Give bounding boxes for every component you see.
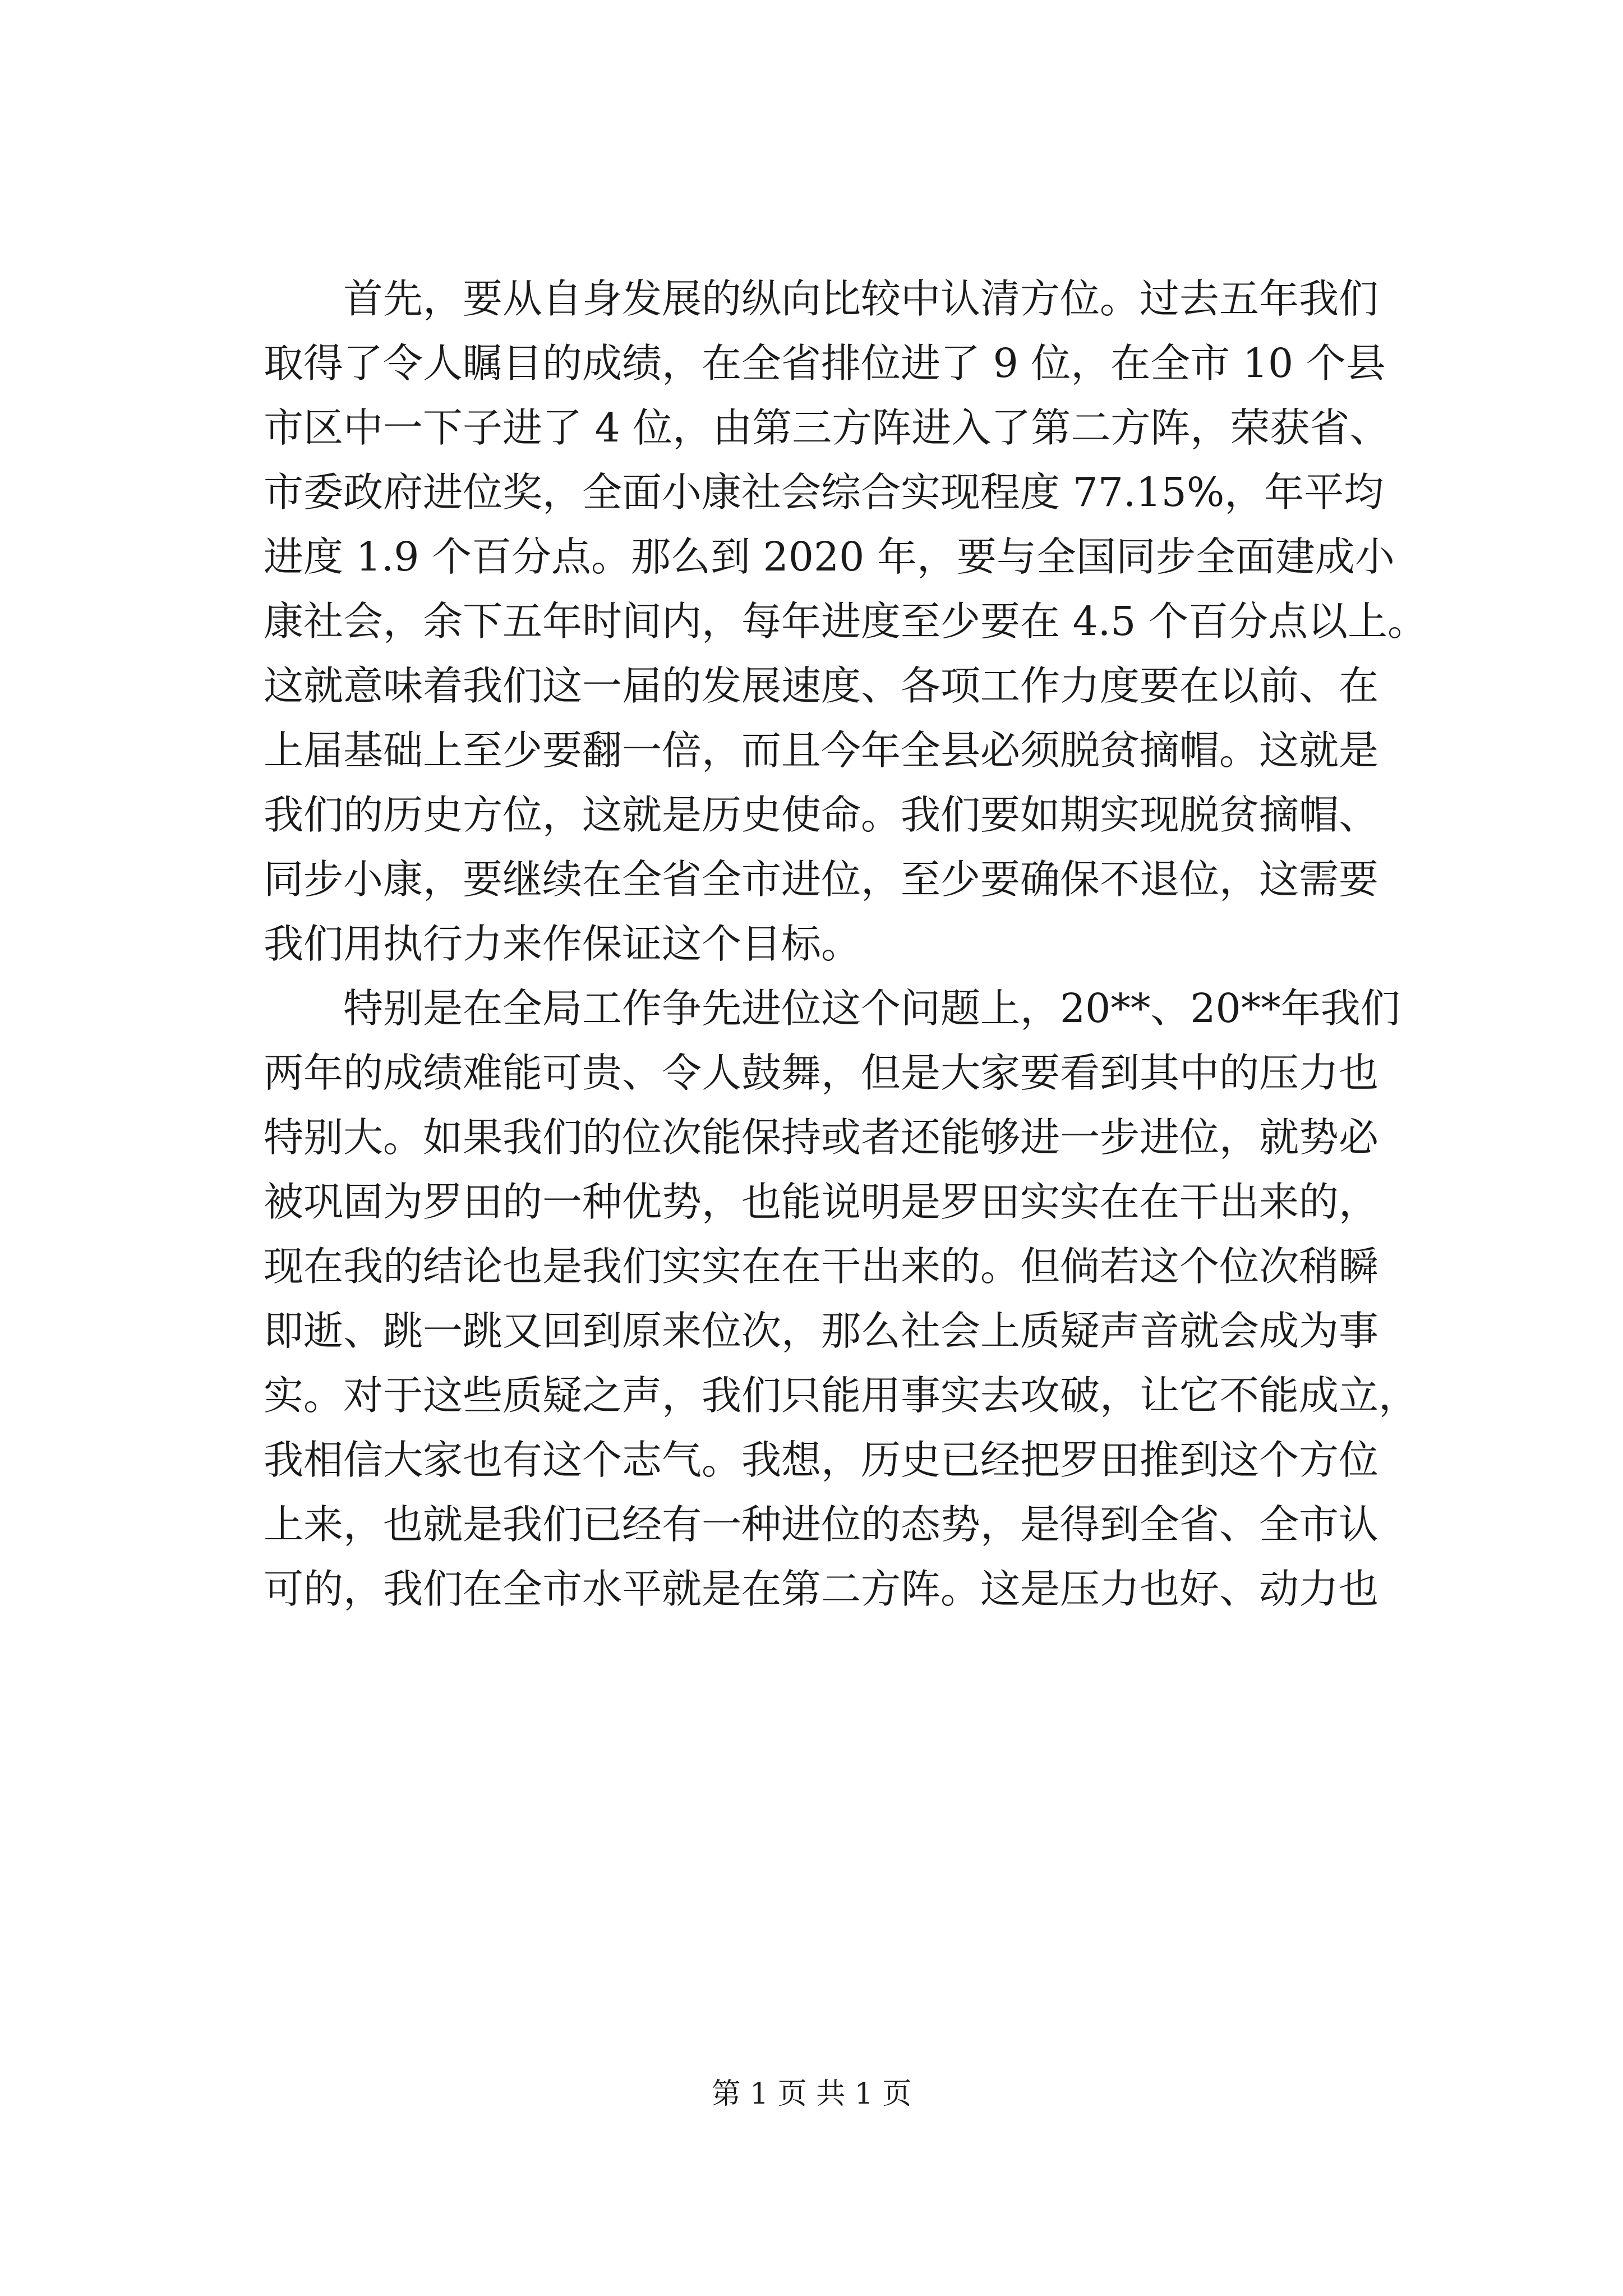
paragraph-2 <box>264 976 1419 1621</box>
text-line: 现在我的结论也是我们实实在在干出来的。但倘若这个位次稍瞬 <box>264 1243 1379 1290</box>
text-line: 被巩固为罗田的一种优势，也能说明是罗田实实在在干出来的， <box>264 1179 1379 1225</box>
text-line: 市区中一下子进了 4 位，由第三方阵进入了第二方阵，荣获省、 <box>264 404 1390 451</box>
text-line: 康社会，余下五年时间内，每年进度至少要在 4.5 个百分点以上。 <box>264 598 1428 645</box>
document-body <box>264 266 1428 1621</box>
text-line: 取得了令人瞩目的成绩，在全省排位进了 9 位，在全市 10 个县 <box>264 340 1386 386</box>
text-line: 我相信大家也有这个志气。我想，历史已经把罗田推到这个方位 <box>264 1437 1379 1483</box>
paragraph-1 <box>264 266 1428 976</box>
text-line: 首先，要从自身发展的纵向比较中认清方位。过去五年我们 <box>343 275 1379 322</box>
text-line: 特别大。如果我们的位次能保持或者还能够进一步进位，就势必 <box>264 1114 1379 1161</box>
text-line: 即逝、跳一跳又回到原来位次，那么社会上质疑声音就会成为事 <box>264 1308 1379 1354</box>
text-line: 我们用执行力来作保证这个目标。 <box>264 921 861 967</box>
text-line: 两年的成绩难能可贵、令人鼓舞，但是大家要看到其中的压力也 <box>264 1050 1379 1096</box>
text-line: 上来，也就是我们已经有一种进位的态势，是得到全省、全市认 <box>264 1501 1379 1548</box>
text-line: 特别是在全局工作争先进位这个问题上，20**、20**年我们 <box>343 985 1400 1032</box>
text-line: 我们的历史方位，这就是历史使命。我们要如期实现脱贫摘帽、 <box>264 792 1379 838</box>
page-footer: 第 1 页 共 1 页 <box>711 2077 912 2111</box>
text-line: 进度 1.9 个百分点。那么到 2020 年，要与全国同步全面建成小 <box>264 533 1395 580</box>
text-line: 可的，我们在全市水平就是在第二方阵。这是压力也好、动力也 <box>264 1566 1379 1612</box>
text-line: 上届基础上至少要翻一倍，而且今年全县必须脱贫摘帽。这就是 <box>264 727 1379 774</box>
text-line: 市委政府进位奖，全面小康社会综合实现程度 77.15%，年平均 <box>264 469 1384 516</box>
text-line: 这就意味着我们这一届的发展速度、各项工作力度要在以前、在 <box>264 662 1379 709</box>
text-line: 实。对于这些质疑之声，我们只能用事实去攻破，让它不能成立， <box>264 1372 1419 1419</box>
text-line: 同步小康，要继续在全省全市进位，至少要确保不退位，这需要 <box>264 856 1379 903</box>
